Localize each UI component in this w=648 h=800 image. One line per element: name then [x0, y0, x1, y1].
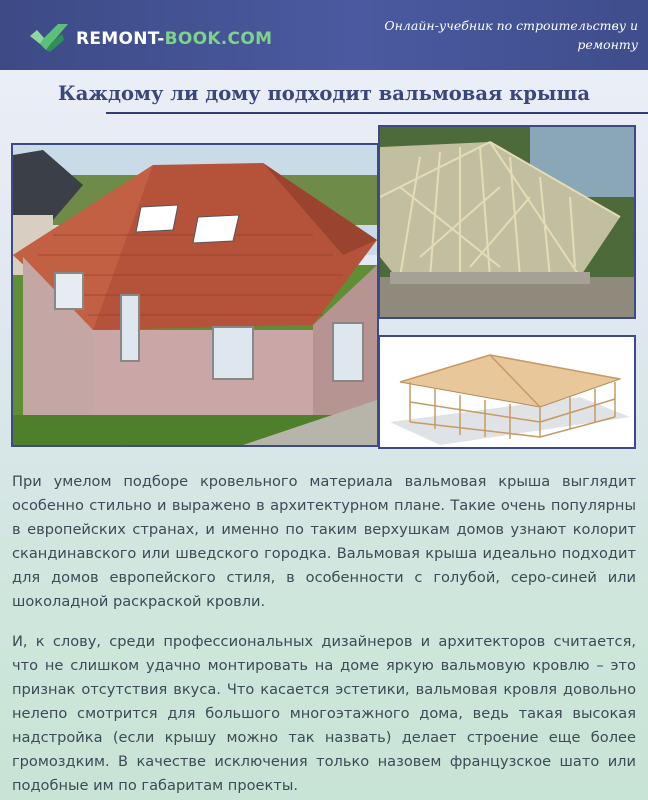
frame-model-illustration: [380, 337, 634, 447]
frame-model-photo: [378, 335, 636, 449]
page-title: Каждому ли дому подходит вальмовая крыша: [57, 82, 591, 105]
article-paragraph-1: При умелом подборе кровельного материала вальмовая крыша выглядит особенно стильно и выражено в архитектурном плане. Такие очень популярны в европейских странах, и именно по таким верхушкам домов узнают колорит скандинавского или шведского городка. Вальмовая крыша идеально подходит для домов европейского стиля, в особенности с голубой, серо-синей или шоколадной раскраской кровли.: [12, 473, 636, 610]
house-illustration: [13, 145, 377, 445]
truss-frame-photo: [378, 125, 636, 319]
site-header: [0, 0, 648, 70]
house-photo: [11, 143, 379, 447]
logo-text-accent: BOOK.COM: [164, 29, 273, 49]
logo-text-main: REMONT-: [76, 29, 165, 49]
article-paragraph-2: И, к слову, среди профессиональных дизайнеров и архитекторов считается, что не слишком удачно монтировать на доме яркую вальмовую кровлю – это признак отсутствия вкуса. Что касается эстетики, вальмовая кровля довольно нелепо смотрится для большого многоэтажного дома, ведь такая высокая надстройка (если крышу можно так назвать) делает строение еще более громоздким. В качестве исключения только назовем французское шато или подобные им по габаритам проекты.: [12, 633, 636, 794]
title-underline: [106, 112, 648, 114]
logo-text[interactable]: [76, 29, 272, 49]
truss-frame-illustration: [380, 127, 634, 317]
site-tagline: Онлайн-учебник по строительству и ремонту: [384, 18, 638, 52]
logo-check-icon[interactable]: [28, 22, 72, 52]
